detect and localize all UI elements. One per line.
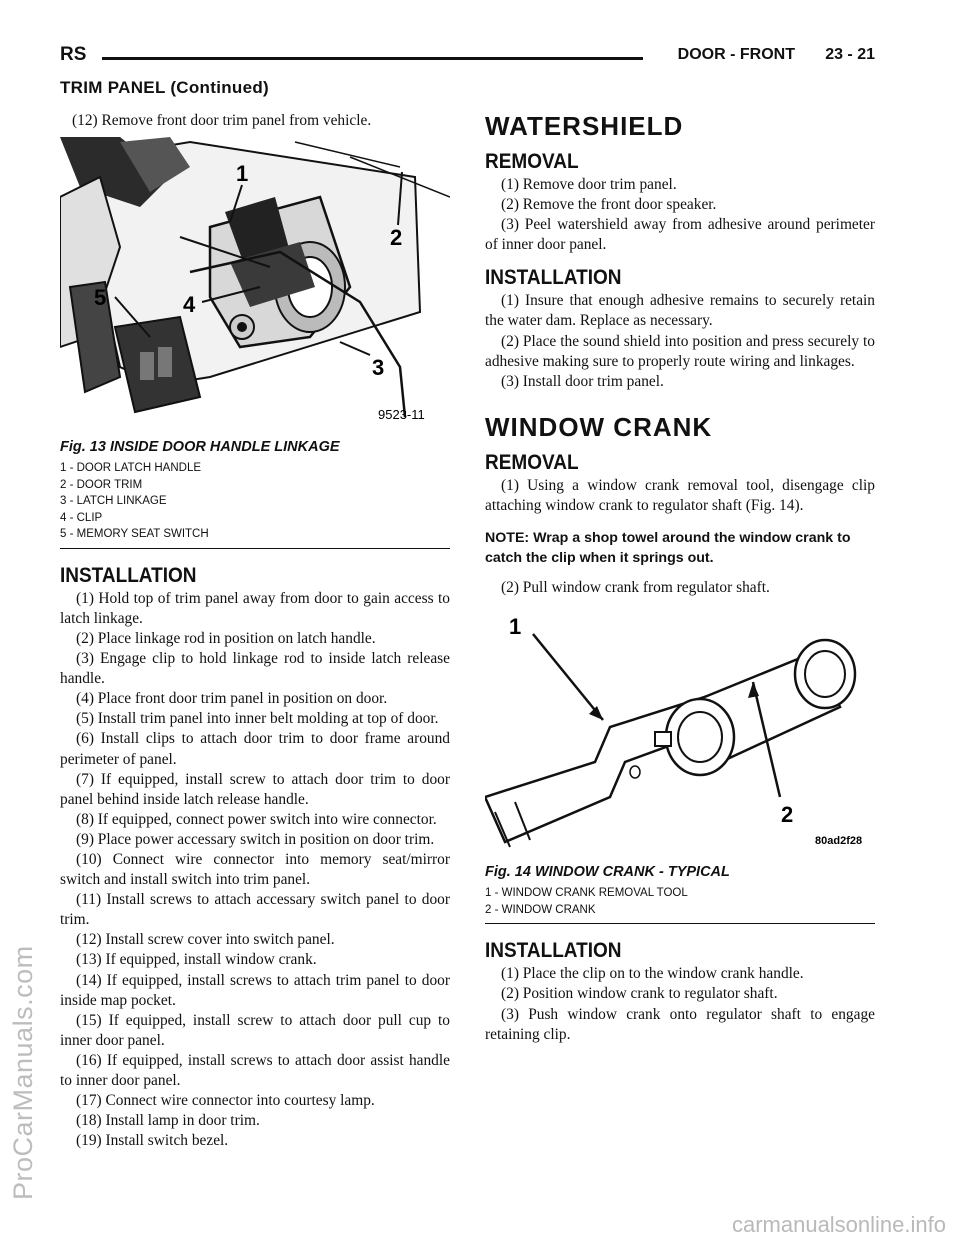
ws-removal-step: (1) Remove door trim panel. (501, 176, 677, 193)
crank-removal-step-1: (1) Using a window crank removal tool, disengage clip attaching window crank to regulator shaft (Fig. 14). (485, 476, 875, 514)
callout-1: 1 (236, 161, 249, 187)
figure-14-caption: Fig. 14 WINDOW CRANK - TYPICAL (485, 864, 730, 881)
install-step: (9) Place power accessary switch in position on door trim. (76, 830, 435, 848)
figure-14-legend (485, 885, 875, 918)
ws-removal-step: (3) Peel watershield away from adhesive around perimeter of inner door panel. (485, 216, 875, 254)
crank-install-step: (1) Place the clip on to the window crank handle. (501, 965, 804, 983)
figure-13 (60, 137, 450, 549)
left-column (60, 111, 450, 1151)
ws-install-step: (3) Install door trim panel. (501, 372, 664, 390)
install-step: (17) Connect wire connector into courtesy lamp. (76, 1092, 375, 1110)
callout-4: 4 (183, 292, 196, 318)
install-step: (18) Install lamp in door trim. (76, 1112, 260, 1130)
install-step: (11) Install screws to attach accessary switch panel to door trim. (60, 891, 450, 929)
install-step: (10) Connect wire connector into memory seat/mirror switch and install switch into trim panel. (60, 851, 450, 889)
install-step: (19) Install switch bezel. (76, 1132, 229, 1150)
install-step: (6) Install clips to attach door trim to door frame around perimeter of panel. (60, 730, 450, 768)
install-step: (16) If equipped, install screws to attach door assist handle to inner door panel. (60, 1051, 450, 1090)
page-header (60, 42, 875, 70)
side-watermark: ProCarManuals.com (8, 945, 38, 1200)
install-step: (13) If equipped, install window crank. (76, 951, 317, 969)
install-step: (8) If equipped, connect power switch into wire connector. (76, 810, 437, 828)
right-column (485, 111, 875, 1045)
figure-code: 9523-11 (378, 407, 425, 423)
crank-install-step: (3) Push window crank onto regulator shaft to engage retaining clip. (485, 1005, 875, 1043)
window-crank-illustration (485, 612, 875, 852)
legend-item: 5 - MEMORY SEAT SWITCH (60, 528, 209, 541)
crank-removal-step-2: (2) Pull window crank from regulator shaft. (501, 579, 770, 597)
legend-item: 2 - DOOR TRIM (60, 478, 143, 491)
install-step: (12) Install screw cover into switch panel. (76, 931, 335, 949)
watershield-installation-heading: INSTALLATION (485, 266, 622, 291)
install-step: (3) Engage clip to hold linkage rod to inside latch release handle. (60, 650, 450, 688)
ws-removal-step: (2) Remove the front door speaker. (501, 196, 717, 214)
ws-install-step: (2) Place the sound shield into position and press securely to adhesive making sure to properly route wiring and linkages. (485, 332, 875, 370)
callout-2: 2 (390, 225, 403, 251)
legend-item: 2 - WINDOW CRANK (485, 903, 596, 916)
inside-door-handle-linkage-illustration (60, 137, 450, 427)
trim-installation-steps (60, 589, 450, 1152)
legend-item: 1 - WINDOW CRANK REMOVAL TOOL (485, 887, 688, 900)
legend-item: 1 - DOOR LATCH HANDLE (60, 462, 202, 475)
crank-note: NOTE: Wrap a shop towel around the window crank to catch the clip when it springs out. (485, 530, 851, 567)
trim-removal-step-12: (12) Remove front door trim panel from vehicle. (72, 112, 372, 129)
install-step: (7) If equipped, install screw to attach door trim to door panel behind inside latch release handle. (60, 770, 450, 808)
crank-removal-heading: REMOVAL (485, 450, 579, 475)
figure-13-legend (60, 460, 450, 543)
callout-1: 1 (509, 614, 522, 640)
figure-13-rule (60, 548, 450, 549)
install-step: (15) If equipped, install screw to attach door pull cup to inner door panel. (60, 1011, 450, 1049)
figure-14 (485, 612, 875, 924)
crank-installation-heading: INSTALLATION (485, 939, 622, 963)
ws-install-step: (1) Insure that enough adhesive remains to securely retain the water dam. Replace as necessary. (485, 292, 875, 330)
header-vehicle-code: RS (60, 44, 87, 65)
page-number: 23 - 21 (825, 46, 875, 63)
legend-item: 4 - CLIP (60, 511, 103, 524)
figure-code: 80ad2f28 (815, 835, 863, 848)
callout-2: 2 (781, 802, 794, 828)
continued-heading: TRIM PANEL (Continued) (60, 78, 269, 97)
figure-13-caption: Fig. 13 INSIDE DOOR HANDLE LINKAGE (60, 439, 340, 456)
install-step: (1) Hold top of trim panel away from door to gain access to latch linkage. (60, 589, 450, 627)
bottom-watermark[interactable]: carmanualsonline.info (731, 1212, 946, 1237)
crank-install-step: (2) Position window crank to regulator shaft. (501, 985, 778, 1003)
callout-5: 5 (94, 285, 107, 311)
header-rule (102, 57, 643, 60)
header-section-title: DOOR - FRONT (677, 46, 795, 63)
install-step: (2) Place linkage rod in position on latch handle. (76, 629, 376, 647)
watershield-title: WATERSHIELD (485, 111, 684, 141)
legend-item: 3 - LATCH LINKAGE (60, 495, 167, 508)
window-crank-title: WINDOW CRANK (485, 411, 713, 442)
figure-14-rule (485, 923, 875, 924)
watershield-removal-heading: REMOVAL (485, 150, 579, 174)
install-step: (4) Place front door trim panel in position on door. (76, 690, 388, 708)
install-step: (14) If equipped, install screws to attach trim panel to door inside map pocket. (60, 971, 450, 1009)
callout-3: 3 (372, 355, 385, 381)
install-step: (5) Install trim panel into inner belt molding at top of door. (76, 710, 439, 728)
trim-installation-heading: INSTALLATION (60, 563, 197, 588)
